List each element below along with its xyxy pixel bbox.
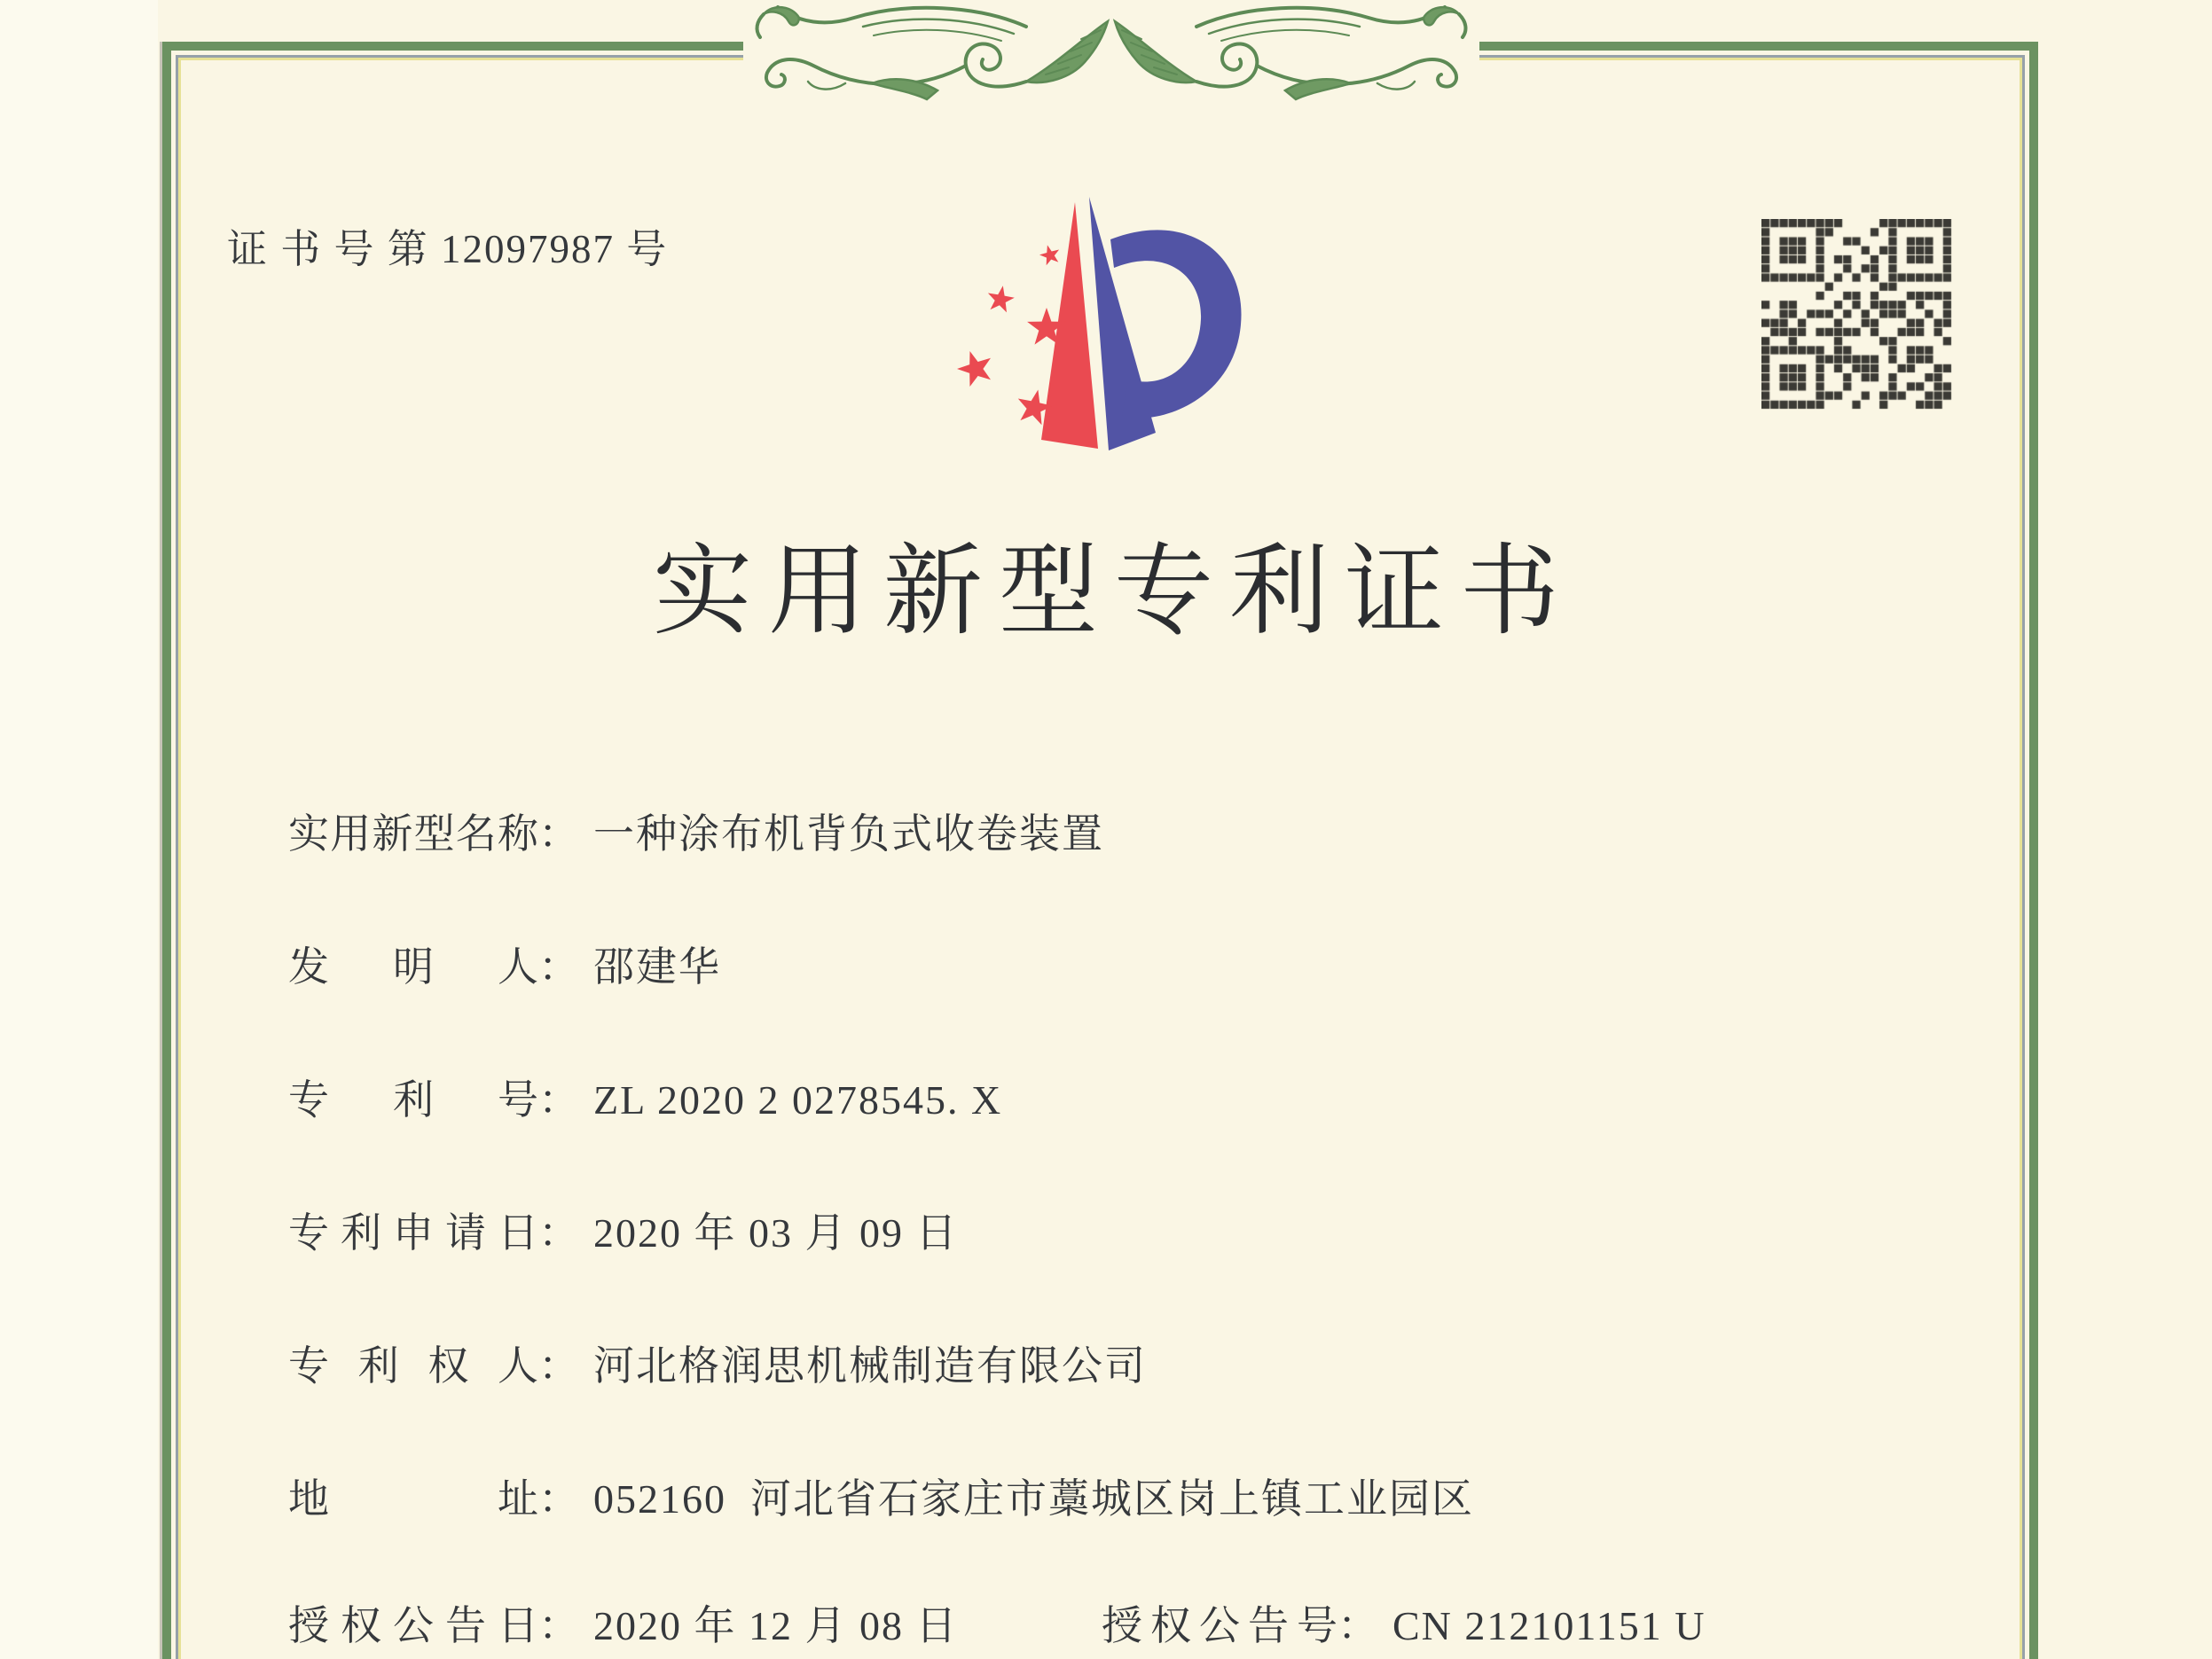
field-row-utility-model-name — [288, 807, 1104, 862]
field-row-grant-date — [288, 1599, 959, 1654]
field-row-patent-number — [288, 1073, 1002, 1128]
field-colon: ： — [538, 811, 579, 857]
field-label: 发明人 — [288, 944, 538, 990]
logo-p-bowl — [1110, 230, 1242, 418]
field-label: 实用新型名称 — [288, 811, 538, 857]
field-row-application-date — [288, 1206, 959, 1261]
field-row-inventor — [288, 940, 721, 995]
field-value: 邵建华 — [593, 944, 721, 990]
field-row-address — [288, 1472, 1474, 1527]
field-label: 地址 — [288, 1476, 538, 1522]
page-title: 实用新型专利证书 — [653, 537, 1575, 647]
field-colon: ： — [538, 1603, 579, 1648]
phoenix-scroll-ornament-icon — [743, 0, 1479, 101]
field-value: 2020 年 03 月 09 日 — [593, 1210, 959, 1256]
top-ornament — [743, 0, 1479, 101]
field-colon: ： — [538, 1343, 579, 1389]
field-label: 专利权人 — [288, 1343, 538, 1389]
field-colon: ： — [538, 1476, 579, 1522]
field-label: 专利号 — [288, 1077, 538, 1123]
field-value: CN 212101151 U — [1392, 1603, 1706, 1648]
field-colon: ： — [1337, 1603, 1378, 1648]
field-colon: ： — [538, 944, 579, 990]
field-value: 一种涂布机背负式收卷装置 — [593, 811, 1104, 857]
field-row-grant-number — [1102, 1599, 1706, 1654]
field-colon: ： — [538, 1077, 579, 1123]
cnipa-logo-icon — [940, 186, 1267, 461]
field-row-patentee — [288, 1339, 1147, 1394]
field-value: ZL 2020 2 0278545. X — [593, 1077, 1003, 1123]
field-label: 授权公告日 — [288, 1603, 538, 1648]
qr-code — [1761, 219, 1952, 410]
field-value: 河北格润思机械制造有限公司 — [593, 1343, 1147, 1389]
field-value: 052160 河北省石家庄市藁城区岗上镇工业园区 — [593, 1476, 1474, 1522]
certificate-number: 证 书 号 第 12097987 号 — [227, 227, 669, 271]
field-colon: ： — [538, 1210, 579, 1256]
field-label: 专利申请日 — [288, 1210, 538, 1256]
field-value: 2020 年 12 月 08 日 — [593, 1603, 959, 1648]
field-label: 授权公告号 — [1102, 1603, 1337, 1648]
